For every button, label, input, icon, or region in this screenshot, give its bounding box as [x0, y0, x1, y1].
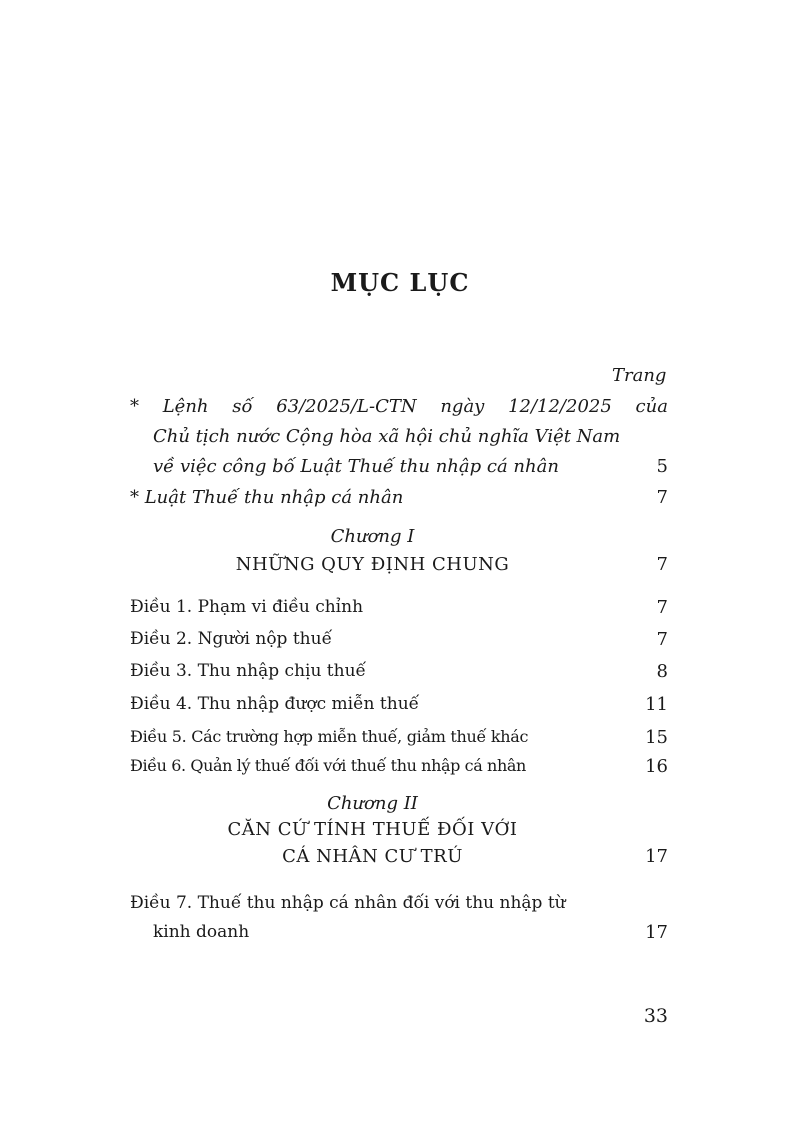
page-number: 5 — [656, 456, 668, 477]
page-number: 8 — [656, 661, 668, 682]
chapter-2-label: Chương II — [327, 793, 418, 814]
page-number: 11 — [645, 694, 668, 715]
star-bullet: * — [130, 396, 139, 417]
toc-article: Điều 2. Người nộp thuế — [130, 629, 333, 649]
toc-article: Điều 5. Các trường hợp miễn thuế, giảm thuế khác — [130, 727, 529, 746]
word: Lệnh — [162, 396, 209, 417]
word: ngày — [440, 396, 485, 417]
page-number: 15 — [645, 727, 668, 748]
word: 63/2025/L-CTN — [276, 396, 417, 417]
chapter-2-title-line1: CĂN CỨ TÍNH THUẾ ĐỐI VỚI — [227, 819, 518, 840]
page-number: 16 — [645, 756, 668, 777]
toc-article-continuation: kinh doanh — [153, 922, 250, 942]
page-folio: 33 — [643, 1005, 668, 1027]
toc-article: Điều 4. Thu nhập được miễn thuế — [130, 694, 420, 714]
toc-entry-lenh-line3: về việc công bố Luật Thuế thu nhập cá nhân — [153, 456, 559, 477]
chapter-1-title: NHỮNG QUY ĐỊNH CHUNG — [235, 554, 510, 575]
page-number: 17 — [645, 922, 668, 943]
toc-article: Điều 3. Thu nhập chịu thuế — [130, 661, 366, 681]
toc-article: Điều 7. Thuế thu nhập cá nhân đối với thu nhập từ — [130, 893, 566, 913]
toc-entry-lenh-line1 — [130, 396, 668, 417]
page-number: 7 — [656, 487, 668, 508]
page-number: 7 — [656, 597, 668, 618]
chapter-1-label: Chương I — [330, 526, 415, 547]
toc-entry-lenh-line2: Chủ tịch nước Cộng hòa xã hội chủ nghĩa Việt Nam — [153, 426, 621, 447]
page-title: MỤC LỤC — [330, 268, 470, 297]
toc-article: Điều 6. Quản lý thuế đối với thuế thu nhập cá nhân — [130, 756, 526, 775]
toc-article: Điều 1. Phạm vi điều chỉnh — [130, 597, 364, 617]
word: số — [232, 396, 253, 417]
toc-entry-luat: * Luật Thuế thu nhập cá nhân — [130, 487, 404, 508]
page-number: 7 — [656, 554, 668, 575]
page-column-label: Trang — [612, 365, 667, 386]
page-number: 7 — [656, 629, 668, 650]
word: của — [635, 396, 668, 417]
word: 12/12/2025 — [508, 396, 612, 417]
chapter-2-title-line2: CÁ NHÂN CƯ TRÚ — [282, 846, 463, 867]
page-number: 17 — [645, 846, 668, 867]
